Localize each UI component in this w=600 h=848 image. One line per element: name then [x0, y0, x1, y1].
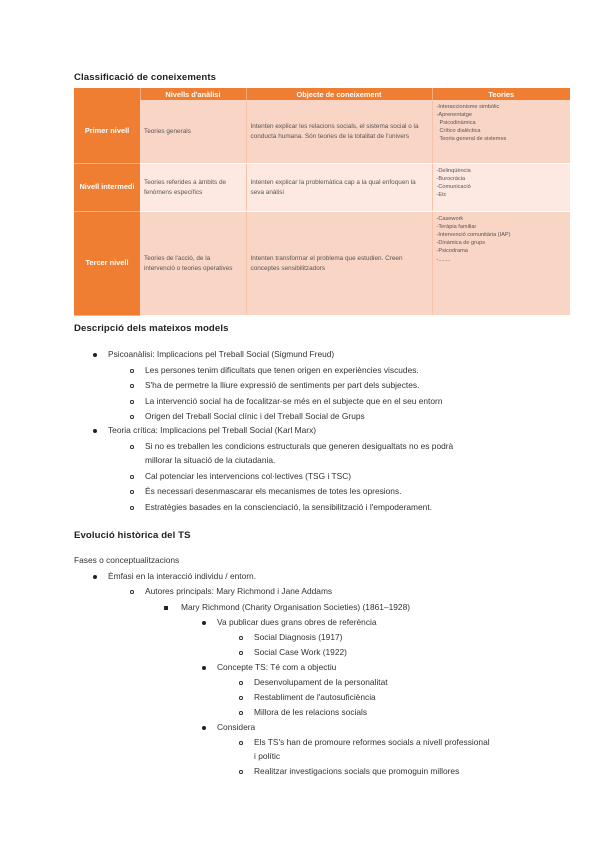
- teoria-item: -........: [436, 256, 451, 263]
- teoria-item: -Comunicació: [436, 184, 471, 191]
- table-row: [74, 100, 570, 164]
- list-item: Si no es treballen les condicions estructurals que generen desigualtats no es podrà: [145, 441, 454, 451]
- bullet-dot-icon: [202, 666, 206, 670]
- bullet-circle-icon: [239, 651, 243, 655]
- list-item-continuation: i polític: [254, 751, 281, 761]
- teoria-item: -Casework: [436, 216, 464, 222]
- list-item: Origen del Treball Social clínic i del Treball Social de Grups: [145, 411, 365, 421]
- bullet-circle-icon: [239, 636, 243, 640]
- list-item: Psicoanàlisi: Implicacions pel Treball Social (Sigmund Freud): [108, 349, 335, 359]
- table-cell: Intenten explicar la problemàtica cap a la qual enfoquen la seva anàlisi: [246, 164, 432, 212]
- list-item: Els TS's han de promoure reformes socials a nivell professional: [254, 737, 490, 747]
- bullet-circle-icon: [239, 770, 243, 774]
- list-item: Concepte TS: Té com a objectiu: [217, 662, 337, 672]
- table-cell: Intenten explicar les relacions socials, el sistema social o la conducta humana. Són teories de la totalitat de l'univers: [246, 100, 432, 164]
- teoria-item: -Psicodrama: [436, 248, 468, 255]
- list-item: Realitzar investigacions socials que promoguin millores: [254, 766, 460, 776]
- bullet-circle-icon: [130, 445, 134, 449]
- knowledge-classification-table: [74, 88, 570, 316]
- table-cell: Teories de l'acció, de la intervenció o teories operatives: [140, 212, 246, 316]
- teoria-item: -Etc: [436, 192, 447, 199]
- bullet-circle-icon: [130, 506, 134, 510]
- bullet-circle-icon: [239, 741, 243, 745]
- list-item: Desenvolupament de la personalitat: [254, 677, 388, 687]
- teoria-item: -Teràpia familiar: [436, 224, 477, 231]
- list-item: Millora de les relacions socials: [254, 707, 368, 717]
- list-item: La intervenció social ha de focalitzar-se més en el subjecte que en el seu entorn: [145, 396, 443, 406]
- table-cell-teories: [432, 164, 570, 212]
- table-header-cell: Objecte de coneixement: [246, 88, 432, 100]
- table-row: [74, 164, 570, 212]
- section-title-evolucio: Evolució històrica del TS: [74, 530, 191, 541]
- table-cell-teories: [432, 100, 570, 164]
- bullet-circle-icon: [130, 590, 134, 594]
- list-item: Estratègies basades en la conscienciació, la sensibilització i l'empoderament.: [145, 502, 432, 512]
- bullet-circle-icon: [130, 490, 134, 494]
- table-cell: Intenten transformar el problema que estudien. Creen conceptes sensibilitzadors: [246, 212, 432, 316]
- list-item: Restabliment de l'autosuficiència: [254, 692, 376, 702]
- teoria-item: -Dinàmica de grups: [436, 240, 486, 247]
- list-item: És necessari desenmascarar els mecanismes de totes les opresions.: [145, 486, 402, 496]
- table-cell: Teories generals: [140, 100, 246, 164]
- teoria-item: Teoria general de sistemes: [439, 136, 507, 143]
- list-item: Autores principals: Mary Richmond i Jane Addams: [145, 586, 333, 596]
- bullet-circle-icon: [130, 400, 134, 404]
- bullet-dot-icon: [202, 726, 206, 730]
- teoria-item: -Interaccionisme simbòlic: [436, 104, 500, 110]
- list-item: Les persones tenim dificultats que tenen origen en experiències viscudes.: [145, 365, 419, 375]
- table-header-cell: Teories: [432, 88, 570, 100]
- table-header-row: [74, 88, 570, 100]
- bullet-dot-icon: [93, 353, 97, 357]
- bullet-dot-icon: [93, 429, 97, 433]
- table-header-cell: [74, 88, 140, 100]
- table-cell-teories: [432, 212, 570, 316]
- bullet-dot-icon: [202, 621, 206, 625]
- list-item-continuation: millorar la situació de la ciutadania.: [145, 455, 276, 465]
- bullet-circle-icon: [130, 475, 134, 479]
- row-header: Nivell intermedi: [74, 164, 140, 212]
- teoria-item: Crítico dialèctica: [439, 128, 481, 135]
- bullet-square-icon: [164, 606, 168, 610]
- bullet-circle-icon: [239, 711, 243, 715]
- paragraph: Fases o conceptualitzacions: [74, 555, 180, 565]
- teoria-item: -Intervenció comunitària (IAP): [436, 232, 511, 239]
- bullet-circle-icon: [130, 415, 134, 419]
- list-item: S'ha de permetre la lliure expressió de sentiments per part dels subjectes.: [145, 380, 420, 390]
- bullet-circle-icon: [130, 384, 134, 388]
- row-header: Primer nivell: [74, 100, 140, 164]
- bullet-circle-icon: [239, 696, 243, 700]
- teoria-item: -Aprenentatge: [436, 112, 472, 119]
- list-item: Teoria crítica: Implicacions pel Treball Social (Karl Marx): [108, 425, 317, 435]
- section-title-classificacio: Classificació de coneixements: [74, 72, 217, 83]
- bullet-circle-icon: [130, 369, 134, 373]
- list-item: Social Diagnosis (1917): [254, 632, 343, 642]
- list-item: Èmfasi en la interacció individu / entorn.: [108, 571, 257, 581]
- teoria-item: -Delinqüència: [436, 168, 471, 174]
- section-title-descripcio: Descripció dels mateixos models: [74, 323, 229, 334]
- table-cell: Teories referides a àmbits de fenòmens específics: [140, 164, 246, 212]
- list-item: Va publicar dues grans obres de referència: [217, 617, 377, 627]
- bullet-dot-icon: [93, 575, 97, 579]
- list-item: Considera: [217, 722, 256, 732]
- bullet-circle-icon: [239, 681, 243, 685]
- list-item: Mary Richmond (Charity Organisation Societies) (1861–1928): [181, 602, 411, 612]
- teoria-item: Psicodinàmica: [439, 120, 476, 127]
- table-row: [74, 212, 570, 316]
- table-header-cell: Nivells d'anàlisi: [140, 88, 246, 100]
- teoria-item: -Burocràcia: [436, 176, 466, 183]
- row-header: Tercer nivell: [74, 212, 140, 316]
- list-item: Social Case Work (1922): [254, 647, 347, 657]
- list-item: Cal potenciar les intervencions col·lectives (TSG i TSC): [145, 471, 352, 481]
